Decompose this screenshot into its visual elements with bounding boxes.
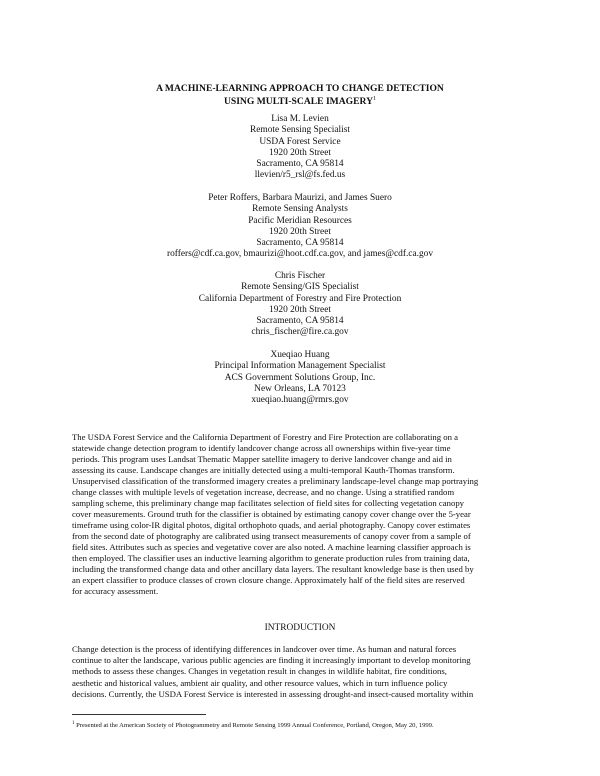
author-title: Remote Sensing/GIS Specialist bbox=[241, 282, 359, 293]
author-name: Xueqiao Huang bbox=[270, 350, 330, 360]
author-name: Lisa M. Levien bbox=[271, 114, 329, 124]
author-title: Principal Information Management Specialist bbox=[214, 361, 386, 372]
author-street: 1920 20th Street bbox=[269, 147, 331, 158]
intro-line: methods to assess these changes. Changes in vegetation result in changes in wildlife habitat, fire conditions, bbox=[72, 666, 447, 677]
author-block-4 bbox=[0, 350, 600, 406]
intro-line: aesthetic and historical values, ambient air quality, and other resource values, which in turn influence policy bbox=[72, 677, 448, 688]
author-city: Sacramento, CA 95814 bbox=[256, 159, 344, 170]
abstract-line: The USDA Forest Service and the California Department of Forestry and Fire Protection are collaborating on a bbox=[72, 432, 459, 442]
introduction-heading: INTRODUCTION bbox=[264, 623, 336, 633]
abstract-line: Unsupervised classification of the transformed imagery creates a preliminary landscape-level change map portraying bbox=[72, 476, 479, 486]
abstract-line: periods. This program uses Landsat Thematic Mapper satellite imagery to derive landcover change and aid in bbox=[72, 454, 452, 464]
intro-line: continue to alter the landscape, various public agencies are finding it increasingly important to develop monitoring bbox=[72, 655, 471, 666]
author-street: 1920 20th Street bbox=[269, 226, 331, 237]
footnote bbox=[72, 719, 542, 730]
footnote-mark: 1 bbox=[72, 721, 75, 726]
abstract-line: field sites. Attributes such as species and vegetative cover are also noted. A machine learning classifier approach is bbox=[72, 542, 471, 552]
abstract-line: sampling scheme, this preliminary change map facilitates selection of field sites for collecting vegetation canopy bbox=[72, 498, 465, 508]
author-title: Remote Sensing Analysts bbox=[252, 204, 348, 215]
abstract-line: assessing its cause. Landscape changes are initially detected using a multi-temporal Kauth-Thomas transform. bbox=[72, 465, 455, 475]
author-city: Sacramento, CA 95814 bbox=[256, 316, 344, 327]
author-organization: USDA Forest Service bbox=[259, 136, 341, 147]
author-name: Chris Fischer bbox=[274, 271, 326, 281]
author-title: Remote Sensing Specialist bbox=[250, 125, 350, 136]
abstract-line: change classes with multiple levels of vegetation increase, decrease, and no change. Using a stratified random bbox=[72, 487, 455, 497]
footnote-divider bbox=[72, 714, 206, 715]
footnote-text: Presented at the American Society of Photogrammetry and Remote Sensing 1999 Annual Conference, Portland, Oregon, May 20, 1999. bbox=[76, 722, 434, 730]
abstract-line: cover measurements. Ground truth for the classifier is obtained by estimating canopy cover change over the 5-year bbox=[72, 509, 471, 519]
author-block-2 bbox=[0, 193, 600, 261]
abstract bbox=[72, 432, 532, 597]
abstract-line: an expert classifier to produce classes of crown closure change. Approximately half of the field sites are reserved bbox=[72, 575, 465, 585]
author-block-3 bbox=[0, 271, 600, 339]
author-block-1 bbox=[0, 114, 600, 182]
abstract-line: timeframe using color-IR digital photos, digital orthophoto quads, and aerial photography. Canopy cover estimates bbox=[72, 520, 471, 530]
abstract-line: then employed. The classifier uses an inductive learning algorithm to generate production rules from training data, bbox=[72, 553, 470, 563]
abstract-line: statewide change detection program to identify landcover change across all ownerships within five-year time bbox=[72, 443, 451, 453]
author-city: New Orleans, LA 70123 bbox=[254, 383, 346, 394]
paper-title bbox=[0, 83, 600, 107]
title-line-2: USING MULTI-SCALE IMAGERY$^1$ bbox=[223, 96, 377, 108]
title-footnote-mark: 1 bbox=[373, 96, 377, 102]
author-street: 1920 20th Street bbox=[269, 304, 331, 315]
intro-line: decisions. Currently, the USDA Forest Service is interested in assessing drought-and insect-caused mortality within bbox=[72, 688, 474, 699]
author-email: chris_fischer@fire.ca.gov bbox=[251, 327, 349, 338]
author-name: Peter Roffers, Barbara Maurizi, and James Suero bbox=[208, 193, 392, 203]
abstract-line: from the second date of photography are calibrated using transect measurements of canopy cover from a sample of bbox=[72, 531, 471, 541]
author-organization: ACS Government Solutions Group, Inc. bbox=[224, 372, 376, 383]
abstract-line: including the transformed change data and other ancillary data layers. The resultant knowledge base is then used by bbox=[72, 564, 474, 574]
author-email: xueqiao.huang@rmrs.gov bbox=[251, 395, 349, 406]
intro-line: Change detection is the process of identifying differences in landcover over time. As human and natural forces bbox=[72, 644, 457, 654]
author-email: llevien/r5_rsl@fs.fed.us bbox=[254, 170, 346, 181]
author-organization: California Department of Forestry and Fire Protection bbox=[198, 293, 402, 304]
author-organization: Pacific Meridian Resources bbox=[248, 215, 352, 226]
author-city: Sacramento, CA 95814 bbox=[256, 238, 344, 249]
abstract-line: for accuracy assessment. bbox=[72, 586, 159, 596]
title-line-1: A MACHINE-LEARNING APPROACH TO CHANGE DETECTION bbox=[156, 83, 444, 94]
author-email: roffers@cdf.ca.gov, bmaurizi@hoot.cdf.ca.gov, and james@cdf.ca.gov bbox=[166, 249, 434, 260]
introduction-body bbox=[72, 644, 532, 700]
